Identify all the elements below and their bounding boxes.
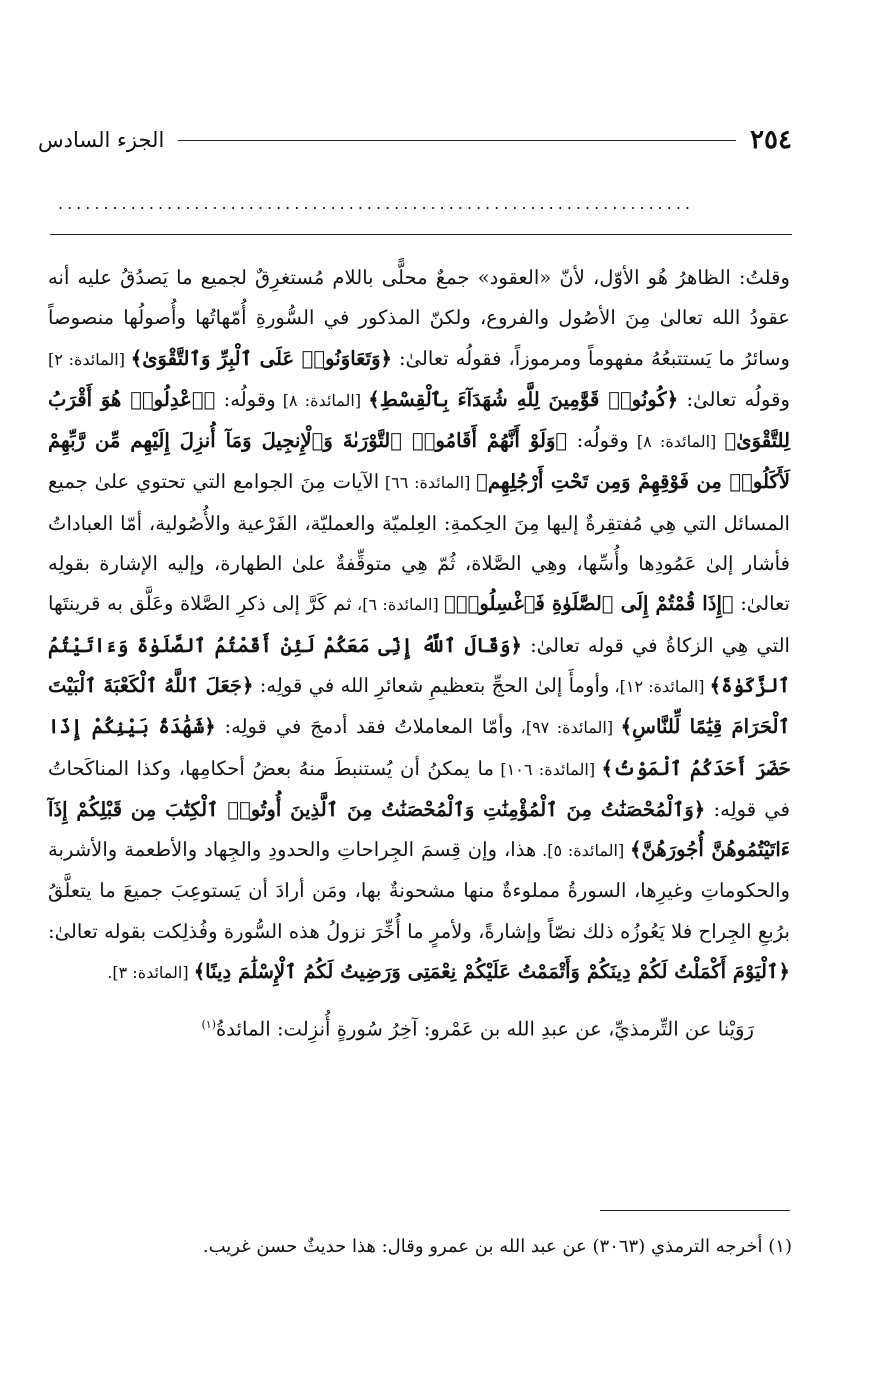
header-rule xyxy=(178,140,736,141)
quran-verse: ﴿وَقَالَ ٱللَّهُ إِنِّى مَعَكُمْ لَئِنْ أَقَمْتُمُ ٱلصَّلَوٰةَ وَءَاتَيْتُمُ ٱلزَّكَوٰةَ﴾ xyxy=(48,633,791,697)
text-segment: وقولُه: xyxy=(567,429,629,453)
text-segment: ما يمكنُ أن يُستنبطَ منهُ بعضُ أحكامِها، وكذا المناكَحاتُ في قولِه: xyxy=(48,756,790,821)
page-header xyxy=(38,120,792,160)
verse-reference: [المائدة: ١٢]، xyxy=(609,676,710,696)
text-segment: الآيات مِنَ الجوامع التي تحتوي علىٰ جميع المسائل التي هِي مُفتقِرةٌ إليها مِنَ الحِكمةِ: العِلميّة والعمليّة، الفَرْعية والأُصُولية، أمّا العباداتُ فأشار إلىٰ عَمُودِها وأُسِّها، وهِي الصَّلاة، ثُمّ هِي متوقِّفةٌ علىٰ الطهارة، وإليه الإشارة بقولِه تعالىٰ: xyxy=(48,470,790,616)
dotted-separator: ...................................................................... xyxy=(58,196,695,212)
verse-reference: [المائدة: ٣]. xyxy=(107,963,194,983)
footnote-marker: (١) xyxy=(201,1018,216,1032)
top-rule xyxy=(50,234,792,235)
paragraph-narration xyxy=(48,1005,790,1050)
paragraph-main xyxy=(48,258,790,993)
quran-verse: ﴿جَعَلَ ٱللَّهُ ٱلْكَعْبَةَ ٱلْبَيْتَ ٱلْحَرَامَ قِيَٰمًا لِّلنَّاسِ﴾ xyxy=(48,673,790,739)
text-segment: وقولُه: xyxy=(215,387,276,411)
verse-reference: [المائدة: ٥]. xyxy=(536,841,630,861)
main-text xyxy=(48,258,790,1050)
quran-verse: ﴿وَلَوْ أَنَّهُمْ أَقَامُوا۟ ٱلتَّوْرَىٰةَ وَٱلْإِنجِيلَ وَمَآ أُنزِلَ إِلَيْهِم مِّن رَّبِّهِمْ لَأَكَلُوا۟ مِن فَوْقِهِمْ وَمِن تَحْتِ أَرْجُلِهِم﴾ xyxy=(48,429,791,494)
quran-verse: ﴿إِذَا قُمْتُمْ إِلَى ٱلصَّلَوٰةِ فَٱغْسِلُوا۟﴾ xyxy=(444,592,734,616)
verse-reference: [المائدة: ٦٦] xyxy=(379,473,477,493)
footnote-rule xyxy=(600,1210,790,1211)
verse-reference: [المائدة: ٢] xyxy=(48,349,131,369)
text-segment: وقلتُ: الظاهرُ هُو الأوّل، لأنّ «العقود» جمعٌ محلًّى باللام مُستغرِقٌ لجميع ما يَصدُقُ عليه أنه عقودُ الله تعالىٰ مِنَ الأصُول والفروع، ولكنّ المذكور في السُّورةِ أُمّهاتُها وأُصولُها منصوصاً وسائرُ ما يَستتبعُهُ مفهوماً ومرموزاً، فقولُه تعالىٰ: xyxy=(48,266,791,370)
footnote: (١) أخرجه الترمذي (٣٠٦٣) عن عبد الله بن عمرو وقال: هذا حديثٌ حسن غريب. xyxy=(202,1236,792,1257)
quran-verse: ﴿ٱلْيَوْمَ أَكْمَلْتُ لَكُمْ دِينَكُمْ وَأَتْمَمْتُ عَلَيْكُمْ نِعْمَتِى وَرَضِيتُ لَكُمُ ٱلْإِسْلَٰمَ دِينًا﴾ xyxy=(193,960,790,984)
verse-reference: [المائدة: ٨] xyxy=(628,432,725,452)
text-segment: ثم كَرَّ إلى ذكرِ الصَّلاة وعَلَّق به قرينتَها التي هِي الزكاةُ في قوله تعالىٰ: xyxy=(48,592,791,657)
running-title: الجزء السادس xyxy=(38,128,165,152)
verse-reference: [المائدة: ٩٧]، xyxy=(513,718,621,738)
quran-verse: ﴿كُونُوا۟ قَوَّٰمِينَ لِلَّهِ شُهَدَآءَ بِٱلْقِسْطِ﴾ xyxy=(368,387,679,411)
quran-verse: ﴿وَتَعَاوَنُوا۟ عَلَى ٱلْبِرِّ وَٱلتَّقْوَىٰ﴾ xyxy=(130,346,393,370)
narration-text: رَوَيْنا عن التِّرمذيِّ، عن عبدِ الله بن عَمْرو: آخِرُ سُورةٍ أُنزِلت: المائدةُ xyxy=(216,1017,754,1041)
text-segment: وأومأَ إلىٰ الحجِّ بتعظيمِ شعائرِ الله في قولِه: xyxy=(253,673,610,697)
verse-reference: [المائدة: ٨] xyxy=(275,390,369,410)
quran-verse: ﴿ٱعْدِلُوا۟ هُوَ أَقْرَبُ لِلتَّقْوَىٰ﴾ xyxy=(48,387,791,453)
verse-reference: [المائدة: ٦]، xyxy=(351,595,445,615)
page-number: ٢٥٤ xyxy=(750,125,792,155)
quran-verse: ﴿وَٱلْمُحْصَنَٰتُ مِنَ ٱلْمُؤْمِنَٰتِ وَٱلْمُحْصَنَٰتُ مِنَ ٱلَّذِينَ أُوتُوا۟ ٱلْكِتَٰبَ مِن قَبْلِكُمْ إِذَآ ءَاتَيْتُمُوهُنَّ أُجُورَهُنَّ﴾ xyxy=(48,797,791,862)
quran-verse: ﴿شَهَٰدَةُ بَيْنِكُمْ إِذَا حَضَرَ أَحَدَكُمُ ٱلْمَوْتُ﴾ xyxy=(48,715,791,780)
text-segment: هذا، وإن قِسمَ الجِراحاتِ والحدودِ والجِهاد والأطعمة والأشربة والحكوماتِ وغيرِها، السورةُ مملوءةٌ منها مشحونةٌ بها، ومَن أرادَ أن يَستوعِبَ جميعَ ما يتعلَّقُ برُبعِ الجِراح فلا يَعُوزُه ذلك نصّاً وإشارةً، ولأمرٍ ما أُخِّرَ نزولُ هذه السُّورة وفُذلِكت بقوله تعالىٰ: xyxy=(48,838,790,943)
verse-reference: [المائدة: ١٠٦] xyxy=(493,759,602,779)
text-segment: وقولُه تعالىٰ: xyxy=(678,387,790,411)
text-segment: وأمّا المعاملاتُ فقد أدمجَ في قولِه: xyxy=(215,715,514,739)
